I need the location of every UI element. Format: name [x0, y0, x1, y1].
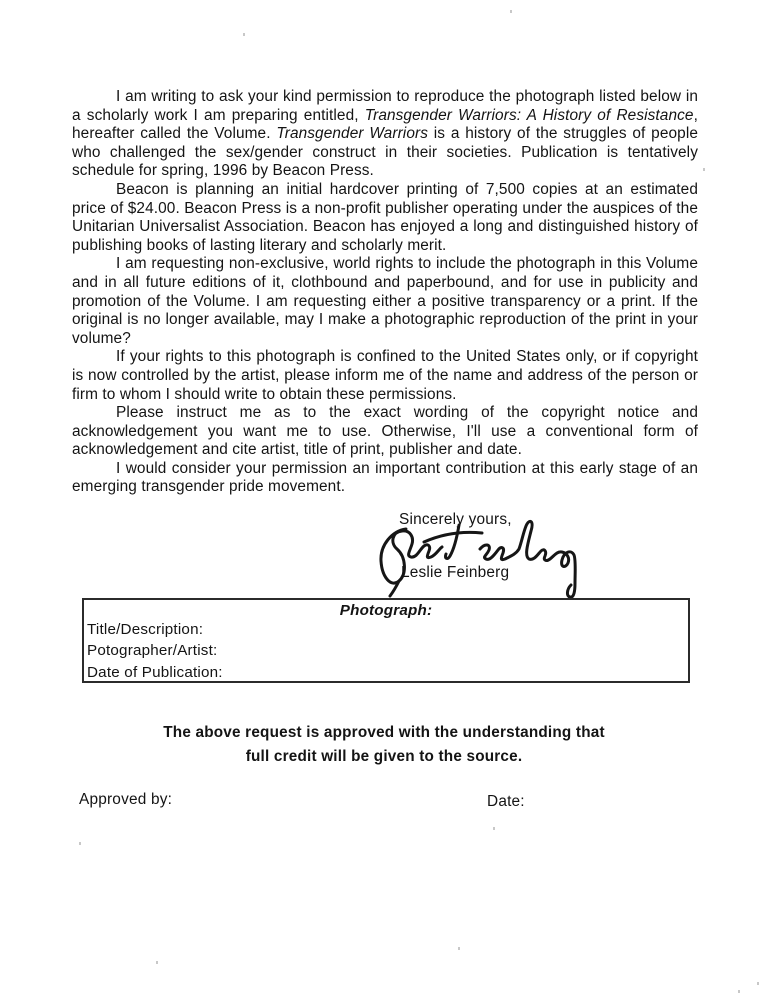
photograph-info-box	[82, 598, 690, 683]
approval-line-2: full credit will be given to the source.	[245, 747, 523, 765]
typed-signature-name: Leslie Feinberg	[401, 564, 510, 581]
paragraph-rights-request: I am requesting non-exclusive, world rights to include the photograph in this Volume and in all future editions of it, clothbound and paperbound, and for use in publicity and promotion of the Volume. I am requesting either a positive transparency or a print. If the original is no longer available, may I make a photographic reproduction of the print in your volume?	[72, 255, 698, 347]
approval-line-1: The above request is approved with the understanding that	[163, 724, 605, 741]
field-photographer-artist: Potographer/Artist:	[87, 642, 218, 660]
scan-speck	[510, 10, 512, 13]
scan-speck	[703, 168, 705, 171]
photograph-box-heading: Photograph:	[339, 602, 433, 619]
paragraph-us-rights: If your rights to this photograph is confined to the United States only, or if copyright is now controlled by the artist, please inform me of the name and address of the person or firm to whom I should write to obtain these permissions.	[72, 348, 698, 403]
scan-speck	[243, 33, 245, 36]
paragraph-copyright-notice: Please instruct me as to the exact wording of the copyright notice and acknowledgement you want me to use. Otherwise, I'll use a conventional form of acknowledgement and cite artist, title of print, publisher and date.	[72, 404, 698, 459]
paragraph-permission-request	[72, 88, 698, 181]
p1-text-1: I am writing to ask your kind permission to reproduce the photograph listed below in a scholarly work I am preparing entitled,	[72, 88, 698, 124]
handwritten-signature	[366, 519, 586, 604]
closing-salutation: Sincerely yours,	[399, 511, 512, 528]
date-label: Date:	[487, 793, 525, 810]
p1-book-title: Transgender Warriors: A History of Resistance	[364, 106, 694, 124]
field-date-of-publication: Date of Publication:	[87, 663, 223, 681]
field-title-description: Title/Description:	[87, 621, 204, 638]
paragraph-beacon-printing: Beacon is planning an initial hardcover printing of 7,500 copies at an estimated price of $24.00. Beacon Press is a non-profit publisher operating under the auspices of the Unitarian Universalist Association. Beacon has enjoyed a long and distinguished history of publishing books of lasting literary and scholarly merit.	[72, 180, 698, 254]
p1-text-3: is a history of the struggles of people who challenged the sex/gender construct in their societies. Publication is tentatively schedule for spring, 1996 by Beacon Press.	[72, 125, 698, 180]
letter-body	[72, 88, 698, 497]
approval-statement	[0, 721, 768, 768]
scan-speck	[156, 961, 158, 964]
approved-by-label: Approved by:	[79, 791, 173, 808]
scan-speck	[757, 982, 759, 985]
p1-text-2: , hereafter called the Volume.	[72, 106, 698, 143]
scan-speck	[458, 947, 460, 950]
scan-speck	[493, 827, 495, 830]
paragraph-contribution: I would consider your permission an important contribution at this early stage of an emerging transgender pride movement.	[72, 459, 698, 496]
p1-book-title-short: Transgender Warriors	[276, 125, 428, 143]
scan-speck	[738, 990, 740, 993]
scan-speck	[79, 842, 81, 845]
